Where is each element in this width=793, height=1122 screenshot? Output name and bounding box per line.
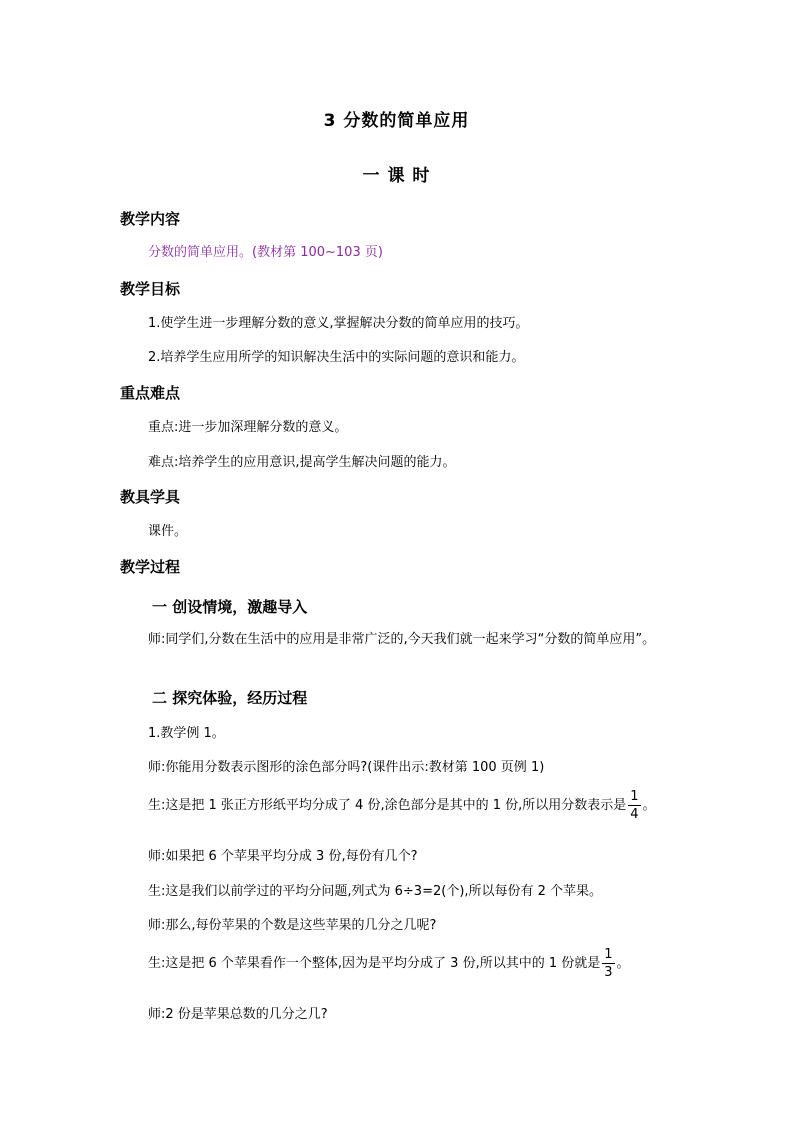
- lesson-title: 3 分数的简单应用: [323, 111, 470, 131]
- content-text: 分数的简单应用。(教材第 100~103 页): [148, 245, 383, 260]
- section-heading-goals: 教学目标: [120, 280, 181, 298]
- process-line-8: 师:2 份是苹果总数的几分之几?: [148, 1007, 328, 1022]
- process-line-3-text: 生:这是把 1 张正方形纸平均分成了 4 份,涂色部分是其中的 1 份,所以用分数表示是: [148, 798, 627, 813]
- fraction-numerator: 1: [630, 789, 639, 804]
- process-line-4: 师:如果把 6 个苹果平均分成 3 份,每份有几个?: [148, 849, 418, 864]
- section-heading-content: 教学内容: [120, 210, 181, 228]
- keypoint-item-1: 重点:进一步加深理解分数的意义。: [148, 420, 348, 435]
- tools-text: 课件。: [148, 524, 188, 539]
- goal-item-2: 2.培养学生应用所学的知识解决生活中的实际问题的意识和能力。: [148, 350, 525, 365]
- process-line-3-end: 。: [642, 798, 656, 813]
- fraction-one-third: [602, 948, 614, 979]
- process-line-7-text: 生:这是把 6 个苹果看作一个整体,因为是平均分成了 3 份,所以其中的 1 份就是: [148, 956, 601, 971]
- lesson-subtitle: 一 课 时: [362, 166, 431, 186]
- process-line-7: [148, 948, 630, 979]
- subsection-heading-2: 二 探究体验，经历过程: [152, 689, 308, 707]
- fraction-denominator: 3: [604, 965, 613, 980]
- process-line-6: 师:那么,每份苹果的个数是这些苹果的几分之几呢?: [148, 918, 437, 933]
- process-line-7-end: 。: [616, 956, 630, 971]
- fraction-numerator: 1: [604, 947, 613, 962]
- process-line-3: [148, 790, 656, 821]
- fraction-denominator: 4: [630, 807, 639, 822]
- goal-item-1: 1.使学生进一步理解分数的意义,掌握解决分数的简单应用的技巧。: [148, 316, 529, 331]
- section-heading-tools: 教具学具: [120, 488, 181, 506]
- process-line-1: 1.教学例 1。: [148, 726, 225, 741]
- process-line-2: 师:你能用分数表示图形的涂色部分吗?(课件出示:教材第 100 页例 1): [148, 760, 545, 775]
- keypoint-item-2: 难点:培养学生的应用意识,提高学生解决问题的能力。: [148, 455, 456, 470]
- fraction-one-quarter: [628, 790, 640, 821]
- subsection-heading-1: 一 创设情境，激趣导入: [152, 598, 308, 616]
- process-line-5: 生:这是我们以前学过的平均分问题,列式为 6÷3=2(个),所以每份有 2 个苹果。: [148, 884, 603, 899]
- section-heading-process: 教学过程: [120, 558, 181, 576]
- section-heading-keypoints: 重点难点: [120, 384, 181, 402]
- part1-text: 师:同学们,分数在生活中的应用是非常广泛的,今天我们就一起来学习“分数的简单应用”。: [148, 632, 656, 647]
